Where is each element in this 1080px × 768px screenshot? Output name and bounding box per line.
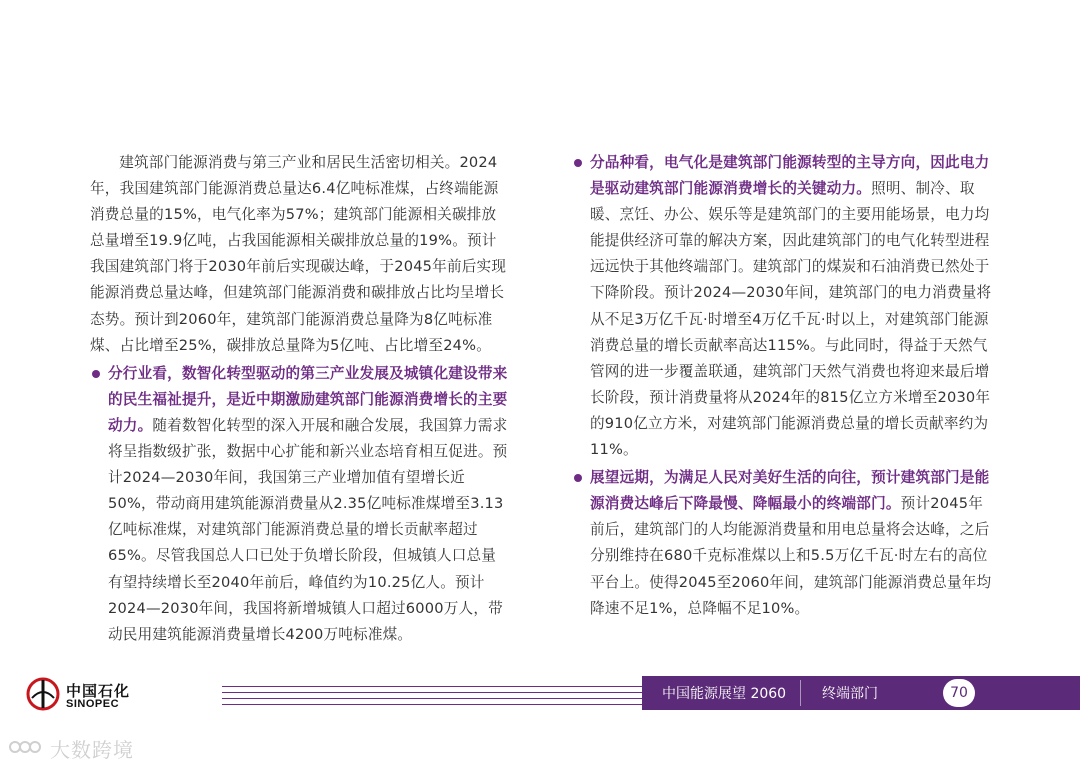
right-column <box>572 150 992 622</box>
footer-rule <box>222 686 642 687</box>
watermark-text: 大数跨境 <box>50 738 134 762</box>
footer-rule <box>222 698 642 699</box>
footer-divider <box>800 680 801 706</box>
footer-rule <box>222 704 642 705</box>
bullet-dot-icon <box>574 159 582 167</box>
intro-paragraph: 建筑部门能源消费与第三产业和居民生活密切相关。2024年，我国建筑部门能源消费总量达6.4亿吨标准煤，占终端能源消费总量的15%，电气化率为57%；建筑部门能源相关碳排放总量增至19.9亿吨，占我国能源相关碳排放总量的19%。预计我国建筑部门将于2030年前后实现碳达峰，于2045年前后实现能源消费总量达峰，但建筑部门能源消费和碳排放占比均呈增长态势。预计到2060年，建筑部门能源消费总量降为8亿吨标准煤、占比增至25%，碳排放总量降为5亿吨、占比增至24%。 <box>90 154 507 354</box>
logo-english-text: SINOPEC <box>66 698 120 710</box>
left-column <box>90 150 510 648</box>
report-title: 中国能源展望 2060 <box>662 686 787 702</box>
logo-chinese-text: 中国石化 <box>66 682 131 700</box>
bullet-heading: 展望远期，为满足人民对美好生活的向往，预计建筑部门是能源消费达峰后下降最慢、降幅最小的终端部门。 <box>590 469 990 513</box>
bullet-body: 随着数智化转型的深入开展和融合发展，我国算力需求将呈指数级扩张，数据中心扩能和新兴业态培育相互促进。预计2024—2030年间，我国第三产业增加值有望增长近50%，带动商用建筑能源消费量从2.35亿吨标准煤增至3.13亿吨标准煤，对建筑部门能源消费总量的增长贡献率超过65%。尽管我国总人口已处于负增长阶段，但城镇人口总量有望持续增长至2040年前后，峰值约为10.25亿人。预计2024—2030年间，我国将新增城镇人口超过6000万人，带动民用建筑能源消费量增长4200万吨标准煤。 <box>108 416 508 643</box>
page-number: 70 <box>943 679 975 707</box>
bullet-dot-icon <box>574 474 582 482</box>
bullet-heading: 分行业看，数智化转型驱动的第三产业发展及城镇化建设带来的民生福祉提升，是近中期激励建筑部门能源消费增长的主要动力。 <box>108 364 508 434</box>
bullet-body: 预计2045年前后，建筑部门的人均能源消费量和用电总量将会达峰，之后分别维持在680千克标准煤以上和5.5万亿千瓦·时左右的高位平台上。使得2045至2060年间，建筑部门能源消费总量年均降速不足1%，总降幅不足10%。 <box>590 495 992 617</box>
footer-rule <box>222 692 642 693</box>
section-name: 终端部门 <box>822 686 878 702</box>
sinopec-emblem-icon <box>24 676 62 716</box>
bullet-body: 照明、制冷、取暖、烹饪、办公、娱乐等是建筑部门的主要用能场景，电力均能提供经济可靠的解决方案，因此建筑部门的电气化转型进程远远快于其他终端部门。建筑部门的煤炭和石油消费已然处于下降阶段。预计2024—2030年间，建筑部门的电力消费量将从不足3万亿千瓦·时增至4万亿千瓦·时以上，对建筑部门能源消费总量的增长贡献率高达115%。与此同时，得益于天然气管网的进一步覆盖联通，建筑部门天然气消费也将迎来最后增长阶段，预计消费量将从2024年的815亿立方米增至2030年的910亿立方米，对建筑部门能源消费总量的增长贡献率约为11%。 <box>590 180 992 459</box>
bullet-dot-icon <box>92 370 100 378</box>
bullet-paragraph-long-term <box>572 465 992 622</box>
bullet-paragraph-by-industry <box>90 361 510 648</box>
watermark-logo-icon <box>8 736 48 758</box>
bullet-heading: 分品种看，电气化是建筑部门能源转型的主导方向，因此电力是驱动建筑部门能源消费增长的关键动力。 <box>590 154 990 198</box>
sinopec-logo <box>24 676 174 716</box>
bullet-paragraph-by-fuel <box>572 150 992 463</box>
